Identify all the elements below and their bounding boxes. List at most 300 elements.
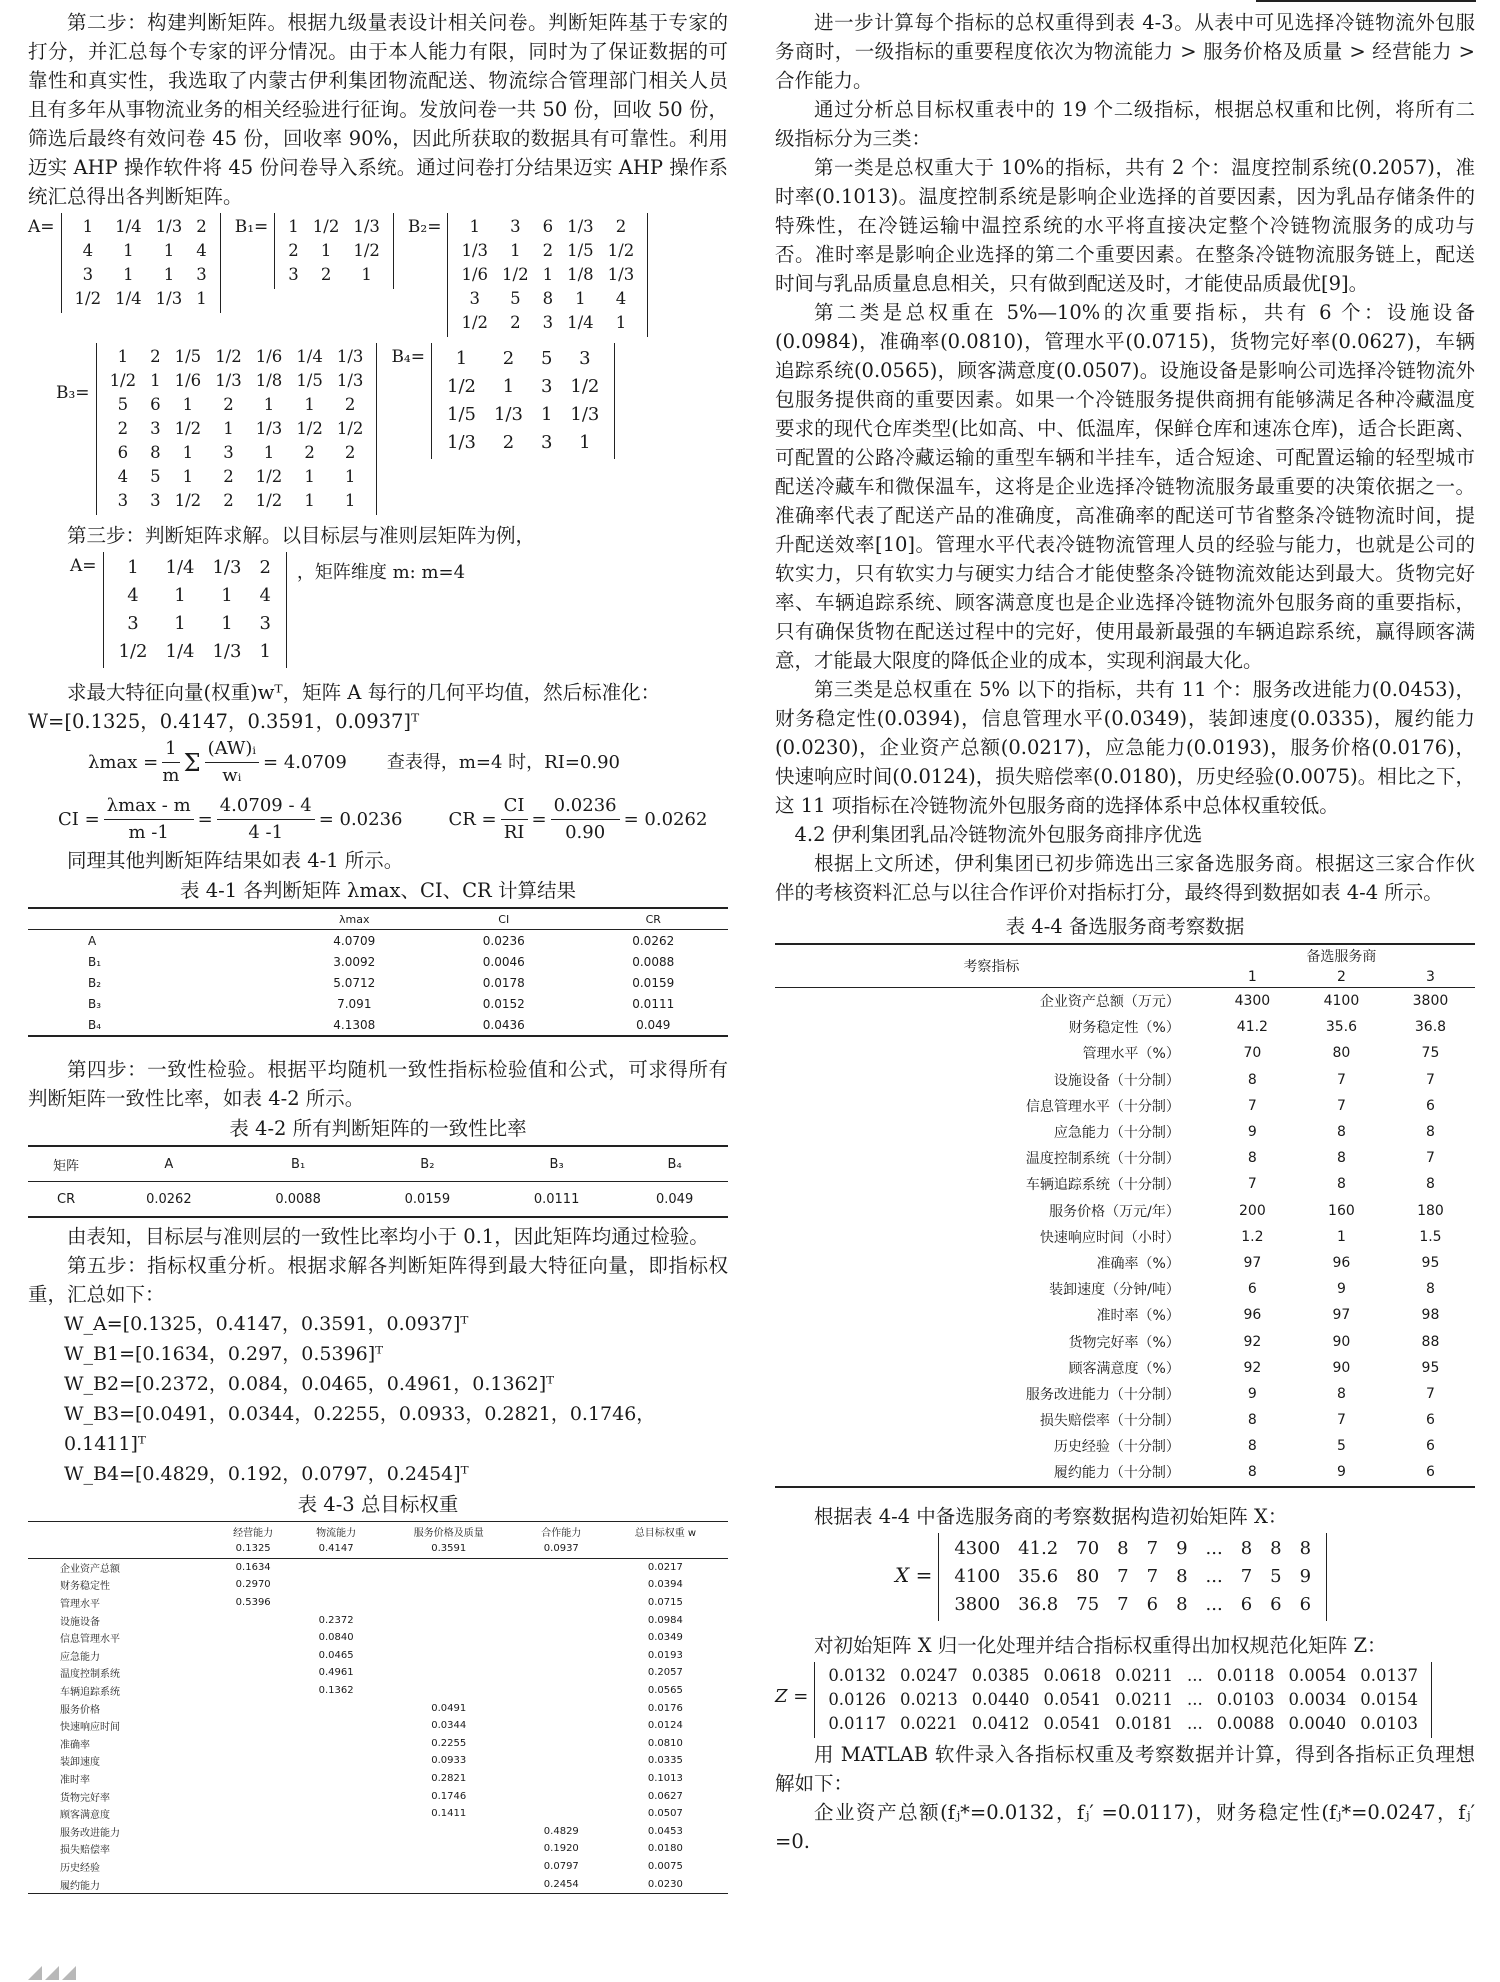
t3-header: 合作能力 [520, 1522, 603, 1541]
matrix-cell: 2 [510, 313, 521, 332]
matrix-cell: 1 [182, 443, 194, 462]
cr-frac1 [501, 793, 528, 846]
matrix-cell: 1 [542, 265, 554, 284]
table-cell: 7 [1336, 1412, 1346, 1429]
t3-weight-cell [28, 1540, 212, 1558]
table-cell: 快速响应时间（小时） [1039, 1229, 1180, 1246]
t4-row [775, 1276, 1475, 1302]
matrix-b4 [431, 343, 615, 459]
matrix-cell: 8 [1176, 1565, 1188, 1587]
table-cell: 损失赔偿率（十分制） [1039, 1413, 1180, 1430]
table-cell [520, 1735, 603, 1753]
matrix-cell: 1/3 [215, 371, 242, 390]
matrix-cell: 2 [223, 491, 234, 510]
table-cell: 7 [1426, 1385, 1435, 1402]
matrix-dimension-note: ，矩阵维度 m: m=4 [296, 562, 466, 583]
t2-cell: CR [28, 1182, 104, 1218]
table-cell [295, 1594, 378, 1612]
table-cell [212, 1787, 295, 1805]
t4-row [775, 1381, 1475, 1407]
matrix-cell: 2 [542, 241, 554, 260]
table-cell: 92 [1243, 1359, 1262, 1376]
table-cell: 应急能力 [60, 1651, 100, 1663]
matrix-cell: 1/3 [461, 241, 489, 260]
table-cell: 4300 [1234, 993, 1271, 1010]
matrix-x-row [895, 1533, 1475, 1621]
matrix-cell: 3 [150, 419, 161, 438]
table-cell: 0.0349 [647, 1632, 683, 1644]
t4-row [775, 1355, 1475, 1381]
table-cell [212, 1611, 295, 1629]
table-cell: 0.0176 [647, 1702, 683, 1714]
t3-row [28, 1611, 728, 1629]
paragraph-table41-ref: 同理其他判断矩阵结果如表 4-1 所示。 [67, 849, 404, 872]
table-cell: 7 [1247, 1176, 1257, 1193]
matrix-cell: 1/2 [353, 241, 380, 260]
table-cell [295, 1735, 378, 1753]
table-cell [520, 1629, 603, 1647]
table-cell: 5 [1336, 1438, 1346, 1455]
t4-row [775, 1250, 1475, 1276]
table-cell: 5.0712 [333, 975, 376, 990]
table-cell: 设施设备 [60, 1616, 100, 1628]
t4-row [775, 1407, 1475, 1433]
matrix-cell: 0.0103 [1216, 1689, 1275, 1709]
matrix-cell: 0.0181 [1115, 1713, 1173, 1733]
table-cell: 97 [1243, 1254, 1262, 1271]
lambda-n1: 1 [162, 736, 179, 763]
table-cell: 温度控制系统（十分制） [1025, 1151, 1180, 1168]
table-cell: 98 [1421, 1307, 1440, 1324]
matrix-cell: 1/2 [461, 313, 489, 332]
t3-weight-cell [603, 1540, 728, 1558]
matrix-cell: 3 [579, 348, 591, 369]
table-cell [212, 1647, 295, 1665]
table-cell: 0.1411 [431, 1808, 467, 1820]
table-cell [520, 1576, 603, 1594]
table-cell: 6 [1386, 1459, 1475, 1486]
matrix-cell: 1/3 [607, 265, 635, 284]
table-cell: 顾客满意度（%） [1068, 1360, 1180, 1377]
table-cell [295, 1805, 378, 1823]
paragraph-step5: 第五步：指标权重分析。根据求解各判断矩阵得到最大特征向量，即指标权重，汇总如下： [28, 1254, 728, 1306]
matrix-cell: 0.0034 [1288, 1689, 1347, 1709]
t3-header: 经营能力 [212, 1522, 295, 1541]
matrix-cell: 1/2 [312, 217, 340, 236]
matrix-cell: 0.0154 [1360, 1689, 1418, 1709]
table-cell: 0.0088 [632, 954, 675, 969]
matrix-cell: 1 [510, 241, 521, 260]
matrix-cell: 7 [1240, 1565, 1253, 1587]
matrix-cell: 1/3 [155, 217, 183, 236]
table-4-2-caption: 表 4-2 所有判断矩阵的一致性比率 [229, 1117, 527, 1140]
matrix-cell: 3800 [954, 1593, 1001, 1615]
matrix-cell: 3 [540, 432, 553, 453]
table-cell: 0.0840 [318, 1632, 354, 1644]
cr-n2: 0.0236 [551, 793, 620, 820]
table-cell: 管理水平 [60, 1599, 100, 1611]
lambda-rhs: = 4.0709 [263, 751, 347, 773]
table-cell [520, 1558, 603, 1576]
t3-row [28, 1858, 728, 1876]
matrix-cell: 1/4 [165, 557, 195, 578]
matrix-cell: 5 [540, 348, 553, 369]
matrix-cell: 1 [127, 557, 139, 578]
matrix-a2-row [28, 552, 728, 668]
table-cell: 8 [1426, 1176, 1435, 1193]
matrix-cell: 0.0126 [828, 1689, 887, 1709]
t3-row [28, 1770, 728, 1788]
t4-row [775, 1119, 1475, 1145]
matrix-cell: 3 [259, 613, 271, 634]
paragraph-matrix-x: 根据表 4-4 中备选服务商的考察数据构造初始矩阵 X： [814, 1504, 1288, 1528]
table-cell: 0.0159 [632, 975, 675, 990]
table-cell: 41.2 [1236, 1019, 1268, 1036]
matrix-cell: 0.0440 [971, 1689, 1030, 1709]
table-cell: 8 [1336, 1385, 1346, 1402]
table-cell [520, 1699, 603, 1717]
table-cell: 6 [1426, 1438, 1435, 1455]
matrix-cell: 4 [259, 585, 271, 606]
paragraph-class2: 第二类是总权重在 5%—10%的次重要指标，共有 6 个：设施设备(0.0984)，准确率(0.0810)，管理水平(0.0715)，货物完好率(0.0627)，车辆追踪系统(0.0565)，顾客满意度(0.0507)。设施设备是影响公司选择冷链物流外包服务提供商的重要因素。如果一个冷链服务提供商拥有能够满足各种冷藏温度要求的现代仓库类型(比如高、中、低温库，保鲜仓库和速冻仓库)，适合长距离、可配置的公路冷藏运输的重型车辆和半挂车，适合短途、可配置运输的轻型城市配送冷藏车和微保温车，这将是企业选择冷链物流服务最重要的决策依据之一。准确率代表了配送产品的准确度，高准确率的配送可节省整条冷链物流时间，提升配送效率[10]。管理水平代表冷链物流管理人员的经验与能力，也就是公司的软实力，只有软实力与硬实力结合才能使整条冷链物流效能达到最大。货物完好率、车辆追踪系统、顾客满意度也是企业选择冷链物流外包服务商的重要指标，只有确保货物在配送过程中的完好，使用最新最强的车辆追踪系统，赢得顾客满意，才能最大限度的降低企业的成本，实现利润最大化。 [775, 301, 1475, 672]
table-cell: 财务稳定性（%） [1068, 1020, 1180, 1037]
table-cell: 0.1920 [543, 1843, 579, 1855]
t4-col-header: 1 [1208, 967, 1297, 988]
table-cell [520, 1664, 603, 1682]
table-cell: 0.0465 [318, 1649, 354, 1661]
table-cell: 管理水平（%） [1082, 1046, 1180, 1063]
table-4-3-caption: 表 4-3 总目标权重 [297, 1493, 459, 1516]
table-cell [520, 1805, 603, 1823]
table-cell: 95 [1421, 1254, 1440, 1271]
t3-weight-cell: 0.4147 [295, 1540, 378, 1558]
matrix-cell: 0.0211 [1115, 1689, 1173, 1709]
table-cell: 90 [1332, 1333, 1351, 1350]
t1-row [28, 1014, 728, 1036]
matrix-cell: 75 [1076, 1593, 1100, 1615]
table-cell [295, 1558, 378, 1576]
t4-metric-header: 考察指标 [775, 944, 1208, 988]
table-cell: 0.0075 [647, 1860, 683, 1872]
table-cell [295, 1875, 378, 1893]
ci-rhs: = 0.0236 [318, 808, 403, 830]
matrix-cell: 5 [510, 289, 521, 308]
table-cell [520, 1717, 603, 1735]
weight-wb3: W_B3=[0.0491，0.0344，0.2255，0.0933，0.2821，0.1746，0.1411]ᵀ [64, 1403, 656, 1455]
table-cell: 3800 [1412, 993, 1449, 1010]
matrix-cell: 3 [150, 491, 161, 510]
table-cell: A [88, 933, 97, 948]
matrix-cell: 1 [221, 613, 233, 634]
table-cell: 企业资产总额 [60, 1563, 120, 1575]
table-cell: 应急能力（十分制） [1053, 1125, 1180, 1142]
matrix-cell: 1/3 [255, 419, 283, 438]
matrix-cell: 8 [150, 443, 161, 462]
matrix-cell: 5 [1270, 1565, 1282, 1587]
ci-frac2 [217, 793, 315, 846]
matrix-cell: 1 [174, 613, 186, 634]
table-cell [295, 1717, 378, 1735]
matrix-cell: 1 [469, 217, 480, 236]
matrix-cell: ... [1205, 1593, 1223, 1615]
table-cell [295, 1752, 378, 1770]
matrix-cell: 41.2 [1018, 1537, 1059, 1559]
weight-vector-w: W=[0.1325，0.4147，0.3591，0.0937]ᵀ [28, 710, 420, 733]
matrix-cell: 1/3 [336, 371, 364, 390]
table-cell: 信息管理水平（十分制） [1025, 1098, 1180, 1115]
matrix-cell: 6 [1299, 1593, 1312, 1615]
table-cell: 7 [1247, 1097, 1257, 1114]
matrix-cell: 1 [223, 419, 234, 438]
t2-cell: 0.049 [621, 1182, 728, 1218]
matrix-cell: 1 [540, 404, 553, 425]
table-cell: 7.091 [337, 996, 372, 1011]
matrix-cell: 2 [259, 557, 271, 578]
lambda-lhs: λmax = [88, 751, 159, 773]
table-cell: 车辆追踪系统 [60, 1687, 120, 1699]
table-cell: 8 [1336, 1176, 1346, 1193]
matrix-cell: 2 [344, 395, 356, 414]
table-cell: 9 [1247, 1385, 1257, 1402]
table-cell: 车辆追踪系统（十分制） [1025, 1177, 1180, 1194]
matrix-cell: 6 [542, 217, 554, 236]
matrix-cell: 0.0040 [1288, 1713, 1347, 1733]
t1-row [28, 930, 728, 952]
table-cell: 温度控制系统 [60, 1669, 120, 1681]
matrix-cell: 1/2 [118, 641, 148, 662]
matrix-cell: 1 [263, 395, 275, 414]
matrix-cell: 1/2 [336, 419, 364, 438]
matrix-cell: 1 [163, 241, 175, 260]
matrix-cell: 1/4 [296, 347, 323, 366]
matrix-cell: 1 [182, 467, 194, 486]
table-cell: 8 [1426, 1281, 1435, 1298]
table-cell: 96 [1332, 1254, 1351, 1271]
t3-row [28, 1629, 728, 1647]
table-cell: 0.0565 [647, 1685, 683, 1697]
matrix-cell: 1/3 [567, 217, 594, 236]
table-cell: 96 [1243, 1307, 1262, 1324]
table-cell: 0.1746 [431, 1790, 467, 1802]
table-cell: 0.0111 [632, 996, 675, 1011]
matrix-cell: 1 [117, 347, 129, 366]
matrix-cell: 9 [1299, 1565, 1312, 1587]
cr-d1: RI [503, 822, 525, 843]
matrix-cell: 2 [615, 217, 627, 236]
ci-d2: 4 -1 [248, 822, 284, 843]
t2-cell: 0.0159 [363, 1182, 492, 1218]
table-cell: 信息管理水平 [60, 1634, 120, 1646]
table-cell: 88 [1421, 1333, 1440, 1350]
t3-row [28, 1699, 728, 1717]
matrix-z-label: Z = [775, 1685, 809, 1707]
matrix-cell: 4 [615, 289, 627, 308]
table-cell [212, 1682, 295, 1700]
t2-cell: 0.0262 [104, 1182, 233, 1218]
matrix-cell: 1 [615, 313, 627, 332]
t2-header: A [104, 1146, 233, 1182]
matrix-cell: 8 [1270, 1537, 1282, 1559]
table-cell [295, 1770, 378, 1788]
matrix-cell: 1 [182, 395, 194, 414]
table-cell [212, 1629, 295, 1647]
matrix-cell: 0.0088 [1216, 1713, 1275, 1733]
paragraph-step2: 第二步：构建判断矩阵。根据九级量表设计相关问卷。判断矩阵基于专家的打分，并汇总每个专家的评分情况。由于本人能力有限，同时为了保证数据的可靠性和真实性，我选取了内蒙古伊利集团物流配送、物流综合管理部门相关人员且有多年从事物流业务的相关经验进行征询。发放问卷一共 50 份，回收 50 份，筛选后最终有效问卷 45 份，回收率 90%，因此所获取的数据具有可靠性。利用迈实 AHP 操作软件将 45 份问卷导入系统。通过问卷打分结果迈实 AHP 操作系统汇总得出各判断矩阵。 [28, 11, 728, 208]
paragraph-class1: 第一类是总权重大于 10%的指标，共有 2 个：温度控制系统(0.2057)，准时率(0.1013)。温度控制系统是影响企业选择的首要因素，因为乳品存储条件的特殊性，在冷链运输中温控系统的水平将直接决定整个冷链物流服务的成功与否。准时率是影响企业选择的第二个重要因素。在整条冷链物流服务链上，配送时间与乳品质量息息相关，只有做到配送及时，才能使品质最优[9]。 [775, 156, 1475, 295]
matrix-cell: 9 [1176, 1537, 1188, 1559]
paragraph-matrix-z: 对初始矩阵 X 归一化处理并结合指标权重得出加权规范化矩阵 Z： [814, 1633, 1387, 1657]
matrix-cell: 1 [263, 443, 275, 462]
matrix-cell: 1/4 [115, 289, 142, 308]
table-cell: 0.0984 [647, 1614, 683, 1626]
t3-header: 物流能力 [295, 1522, 378, 1541]
table-cell [378, 1594, 520, 1612]
matrix-x [938, 1533, 1327, 1621]
table-cell: 0.0394 [647, 1579, 683, 1591]
t3-row [28, 1647, 728, 1665]
table-cell: 0.1634 [235, 1561, 271, 1573]
table-cell: 8 [1336, 1150, 1346, 1167]
t4-row [775, 1171, 1475, 1197]
table-cell: 75 [1421, 1045, 1440, 1062]
table-cell: 0.0344 [431, 1720, 467, 1732]
t2-cell: 0.0111 [492, 1182, 621, 1218]
matrix-cell: 1 [196, 289, 207, 308]
table-cell: 0.0715 [647, 1597, 683, 1609]
table-cell: 装卸速度 [60, 1757, 100, 1769]
table-cell: 顾客满意度 [60, 1810, 110, 1822]
table-cell: 95 [1421, 1359, 1440, 1376]
table-cell: 7 [1336, 1097, 1346, 1114]
matrix-cell: 8 [542, 289, 554, 308]
matrix-cell: 7 [1117, 1593, 1129, 1615]
table-cell: 0.5396 [235, 1597, 271, 1609]
matrix-cell: 2 [117, 419, 129, 438]
table-cell: 0.0810 [647, 1737, 683, 1749]
table-cell [212, 1823, 295, 1841]
matrix-cell: 1 [344, 491, 356, 510]
table-cell: 货物完好率（%） [1068, 1334, 1180, 1351]
cr-rhs: = 0.0262 [623, 808, 708, 830]
matrix-cell: 1 [304, 395, 315, 414]
matrix-cell: 0.0412 [971, 1713, 1030, 1733]
matrix-cell: ... [1205, 1565, 1223, 1587]
matrix-cell: 1 [304, 467, 315, 486]
table-cell: 0.0124 [647, 1720, 683, 1732]
matrix-cell: 0.0541 [1043, 1689, 1102, 1709]
paragraph-candidates: 根据上文所述，伊利集团已初步筛选出三家备选服务商。根据这三家合作伙伴的考核资料汇总与以往合作评价对指标打分，最终得到数据如表 4-4 所示。 [775, 852, 1475, 904]
table-cell [520, 1770, 603, 1788]
table-cell: 0.2255 [431, 1737, 467, 1749]
matrix-cell: 1/2 [215, 347, 242, 366]
matrix-cell: 0.0137 [1360, 1665, 1418, 1685]
table-cell [520, 1611, 603, 1629]
matrix-cell: 0.0118 [1216, 1665, 1275, 1685]
matrix-cell: 1/2 [255, 491, 283, 510]
table-cell [520, 1682, 603, 1700]
table-cell: 0.0193 [647, 1649, 683, 1661]
matrix-cell: 1 [579, 432, 591, 453]
matrix-cell: 1/3 [493, 404, 523, 425]
page-corner-decoration [28, 1966, 76, 1980]
t2-header: 矩阵 [28, 1146, 104, 1182]
matrix-cell: ... [1186, 1665, 1203, 1685]
table-4-1 [28, 907, 728, 1037]
ci-cr-formula [58, 793, 728, 846]
matrix-b1 [274, 213, 394, 289]
matrix-cell: 3 [540, 376, 553, 397]
matrix-cell: 1 [221, 585, 233, 606]
matrix-cell: 4 [127, 585, 139, 606]
ci-eq: = [197, 808, 213, 830]
t3-row [28, 1682, 728, 1700]
t3-header: 总目标权重 w [603, 1522, 728, 1541]
table-cell: 设施设备（十分制） [1053, 1072, 1180, 1089]
matrix-cell: 2 [223, 467, 234, 486]
matrix-cell: 0.0117 [828, 1713, 887, 1733]
table-cell: 90 [1332, 1359, 1351, 1376]
table-cell: 0.1362 [318, 1685, 354, 1697]
ci-d1: m -1 [128, 822, 169, 843]
matrix-z [814, 1662, 1432, 1738]
matrix-cell: 1/3 [447, 432, 476, 453]
table-cell: B₄ [28, 1014, 280, 1036]
matrix-cell: 1/6 [461, 265, 489, 284]
lambda-frac1 [162, 736, 179, 789]
table-cell: 6 [1426, 1412, 1435, 1429]
table-cell [378, 1576, 520, 1594]
matrix-cell: 1/2 [502, 265, 529, 284]
table-cell: 0.0627 [647, 1790, 683, 1802]
matrix-b2-label: B₂= [407, 217, 442, 237]
table-cell [295, 1576, 378, 1594]
t4-row [775, 1302, 1475, 1328]
paragraph-eigenvector: 求最大特征向量(权重)wᵀ，矩阵 A 每行的几何平均值，然后标准化： [67, 681, 661, 704]
table-cell [378, 1629, 520, 1647]
table-cell [378, 1647, 520, 1665]
paragraph-consistency-result: 由表知，目标层与准则层的一致性比率均小于 0.1，因此矩阵均通过检验。 [67, 1225, 709, 1248]
cr-lhs: CR = [448, 808, 497, 830]
t3-row [28, 1752, 728, 1770]
t1-header: CI [429, 908, 578, 930]
table-cell: 准确率（%） [1096, 1255, 1180, 1272]
matrix-cell: 2 [502, 432, 515, 453]
matrix-cell: 0.0247 [900, 1665, 958, 1685]
matrix-cell: 2 [288, 241, 299, 260]
t2-header: B₄ [621, 1146, 728, 1182]
table-cell: 9 [1297, 1459, 1386, 1486]
matrix-cell: 1/2 [174, 419, 202, 438]
lambda-n2: (AW)ᵢ [205, 736, 259, 763]
matrix-cell: 1 [304, 491, 315, 510]
table-cell [520, 1787, 603, 1805]
lambda-formula [88, 736, 728, 789]
section-heading-4-2: 4.2 伊利集团乳品冷链物流外包服务商排序优选 [794, 823, 1203, 846]
t3-header: 服务价格及质量 [378, 1522, 520, 1541]
matrix-cell: 2 [304, 443, 315, 462]
table-cell: 服务改进能力（十分制） [1025, 1386, 1180, 1403]
matrix-cell: 2 [196, 217, 207, 236]
table-cell: 损失赔偿率 [60, 1845, 110, 1857]
matrix-a [61, 213, 221, 313]
paragraph-step4: 第四步：一致性检验。根据平均随机一致性指标检验值和公式，可求得所有判断矩阵一致性比率，如表 4-2 所示。 [28, 1058, 728, 1110]
t3-weight-cell: 0.3591 [378, 1540, 520, 1558]
table-cell: 0.049 [578, 1014, 728, 1036]
matrix-cell: ... [1205, 1537, 1223, 1559]
table-4-1-caption: 表 4-1 各判断矩阵 λmax、CI、CR 计算结果 [180, 879, 576, 902]
matrix-cell: 1/6 [255, 347, 283, 366]
matrix-cell: 1/5 [174, 347, 202, 366]
